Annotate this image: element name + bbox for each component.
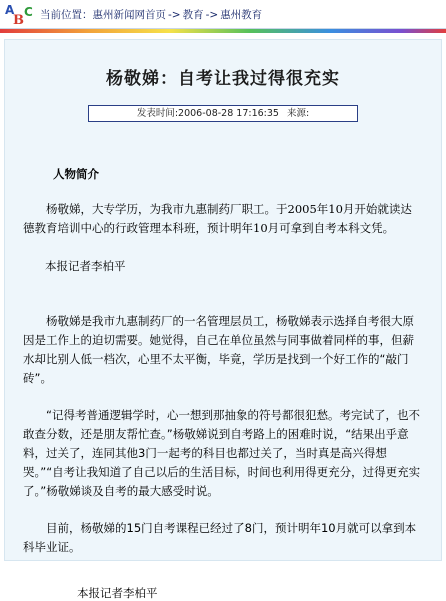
svg-text:A: A [5, 3, 15, 17]
source-label: 来源: [286, 108, 310, 119]
publish-time: 2006-08-28 17:16:35 [178, 108, 279, 119]
article-paragraph: 目前，杨敬娣的15门自考课程已经过了8门，预计明年10月就可以拿到本科毕业证。 [23, 521, 417, 554]
publish-info-box [88, 105, 358, 122]
crumb-education-link[interactable]: 教育 [182, 9, 204, 21]
publish-label: 发表时间: [136, 108, 179, 119]
crumb-separator: -> [168, 9, 181, 21]
crumb-home-link[interactable]: 惠州新闻网首页 [92, 9, 166, 21]
crumb-separator: -> [205, 9, 219, 21]
abc-logo-icon [4, 2, 38, 26]
crumb-huizhou-education-link[interactable]: 惠州教育 [220, 9, 263, 21]
profile-heading: 人物简介 [53, 167, 99, 181]
article-paragraph: 杨敬娣是我市九惠制药厂的一名管理层员工，杨敬娣表示选择自考很大原因是工作上的迫切需要。她觉得，自己在单位虽然与同事做着同样的事，但薪水却比别人低一档次，心里不太平衡，毕竟，学历是找到一个好工作的“敲门砖”。 [23, 314, 414, 385]
profile-text: 杨敬娣，大专学历，为我市九惠制药厂职工。于2005年10月开始就读达德教育培训中心的行政管理本科班，预计明年10月可拿到自考本科文凭。 [23, 202, 412, 235]
byline-top: 本报记者李柏平 [45, 259, 126, 273]
byline-bottom: 本报记者李柏平 [77, 586, 158, 600]
top-bar [0, 0, 446, 29]
svg-text:B: B [13, 13, 24, 28]
article-paragraph: “记得考普通逻辑学时，心一想到那抽象的符号都很犯愁。考完试了，也不敢查分数，还是朋友帮忙查。”杨敬娣说到自考路上的困难时说，“结果出乎意料，过关了，连同其他3门一起考的科目也都过关了，当时真是高兴得想哭。”“自考让我知道了自己以后的生活目标，时间也利用得更充分，过得更充实了。”杨敬娣谈及自考的最大感受时说。 [23, 408, 421, 498]
article-container [4, 39, 442, 600]
location-prefix: 当前位置： [40, 9, 93, 21]
article-title: 杨敬娣：自考让我过得很充实 [106, 69, 340, 89]
svg-text:C: C [24, 5, 33, 19]
rainbow-divider [0, 29, 446, 33]
breadcrumb [40, 7, 262, 22]
